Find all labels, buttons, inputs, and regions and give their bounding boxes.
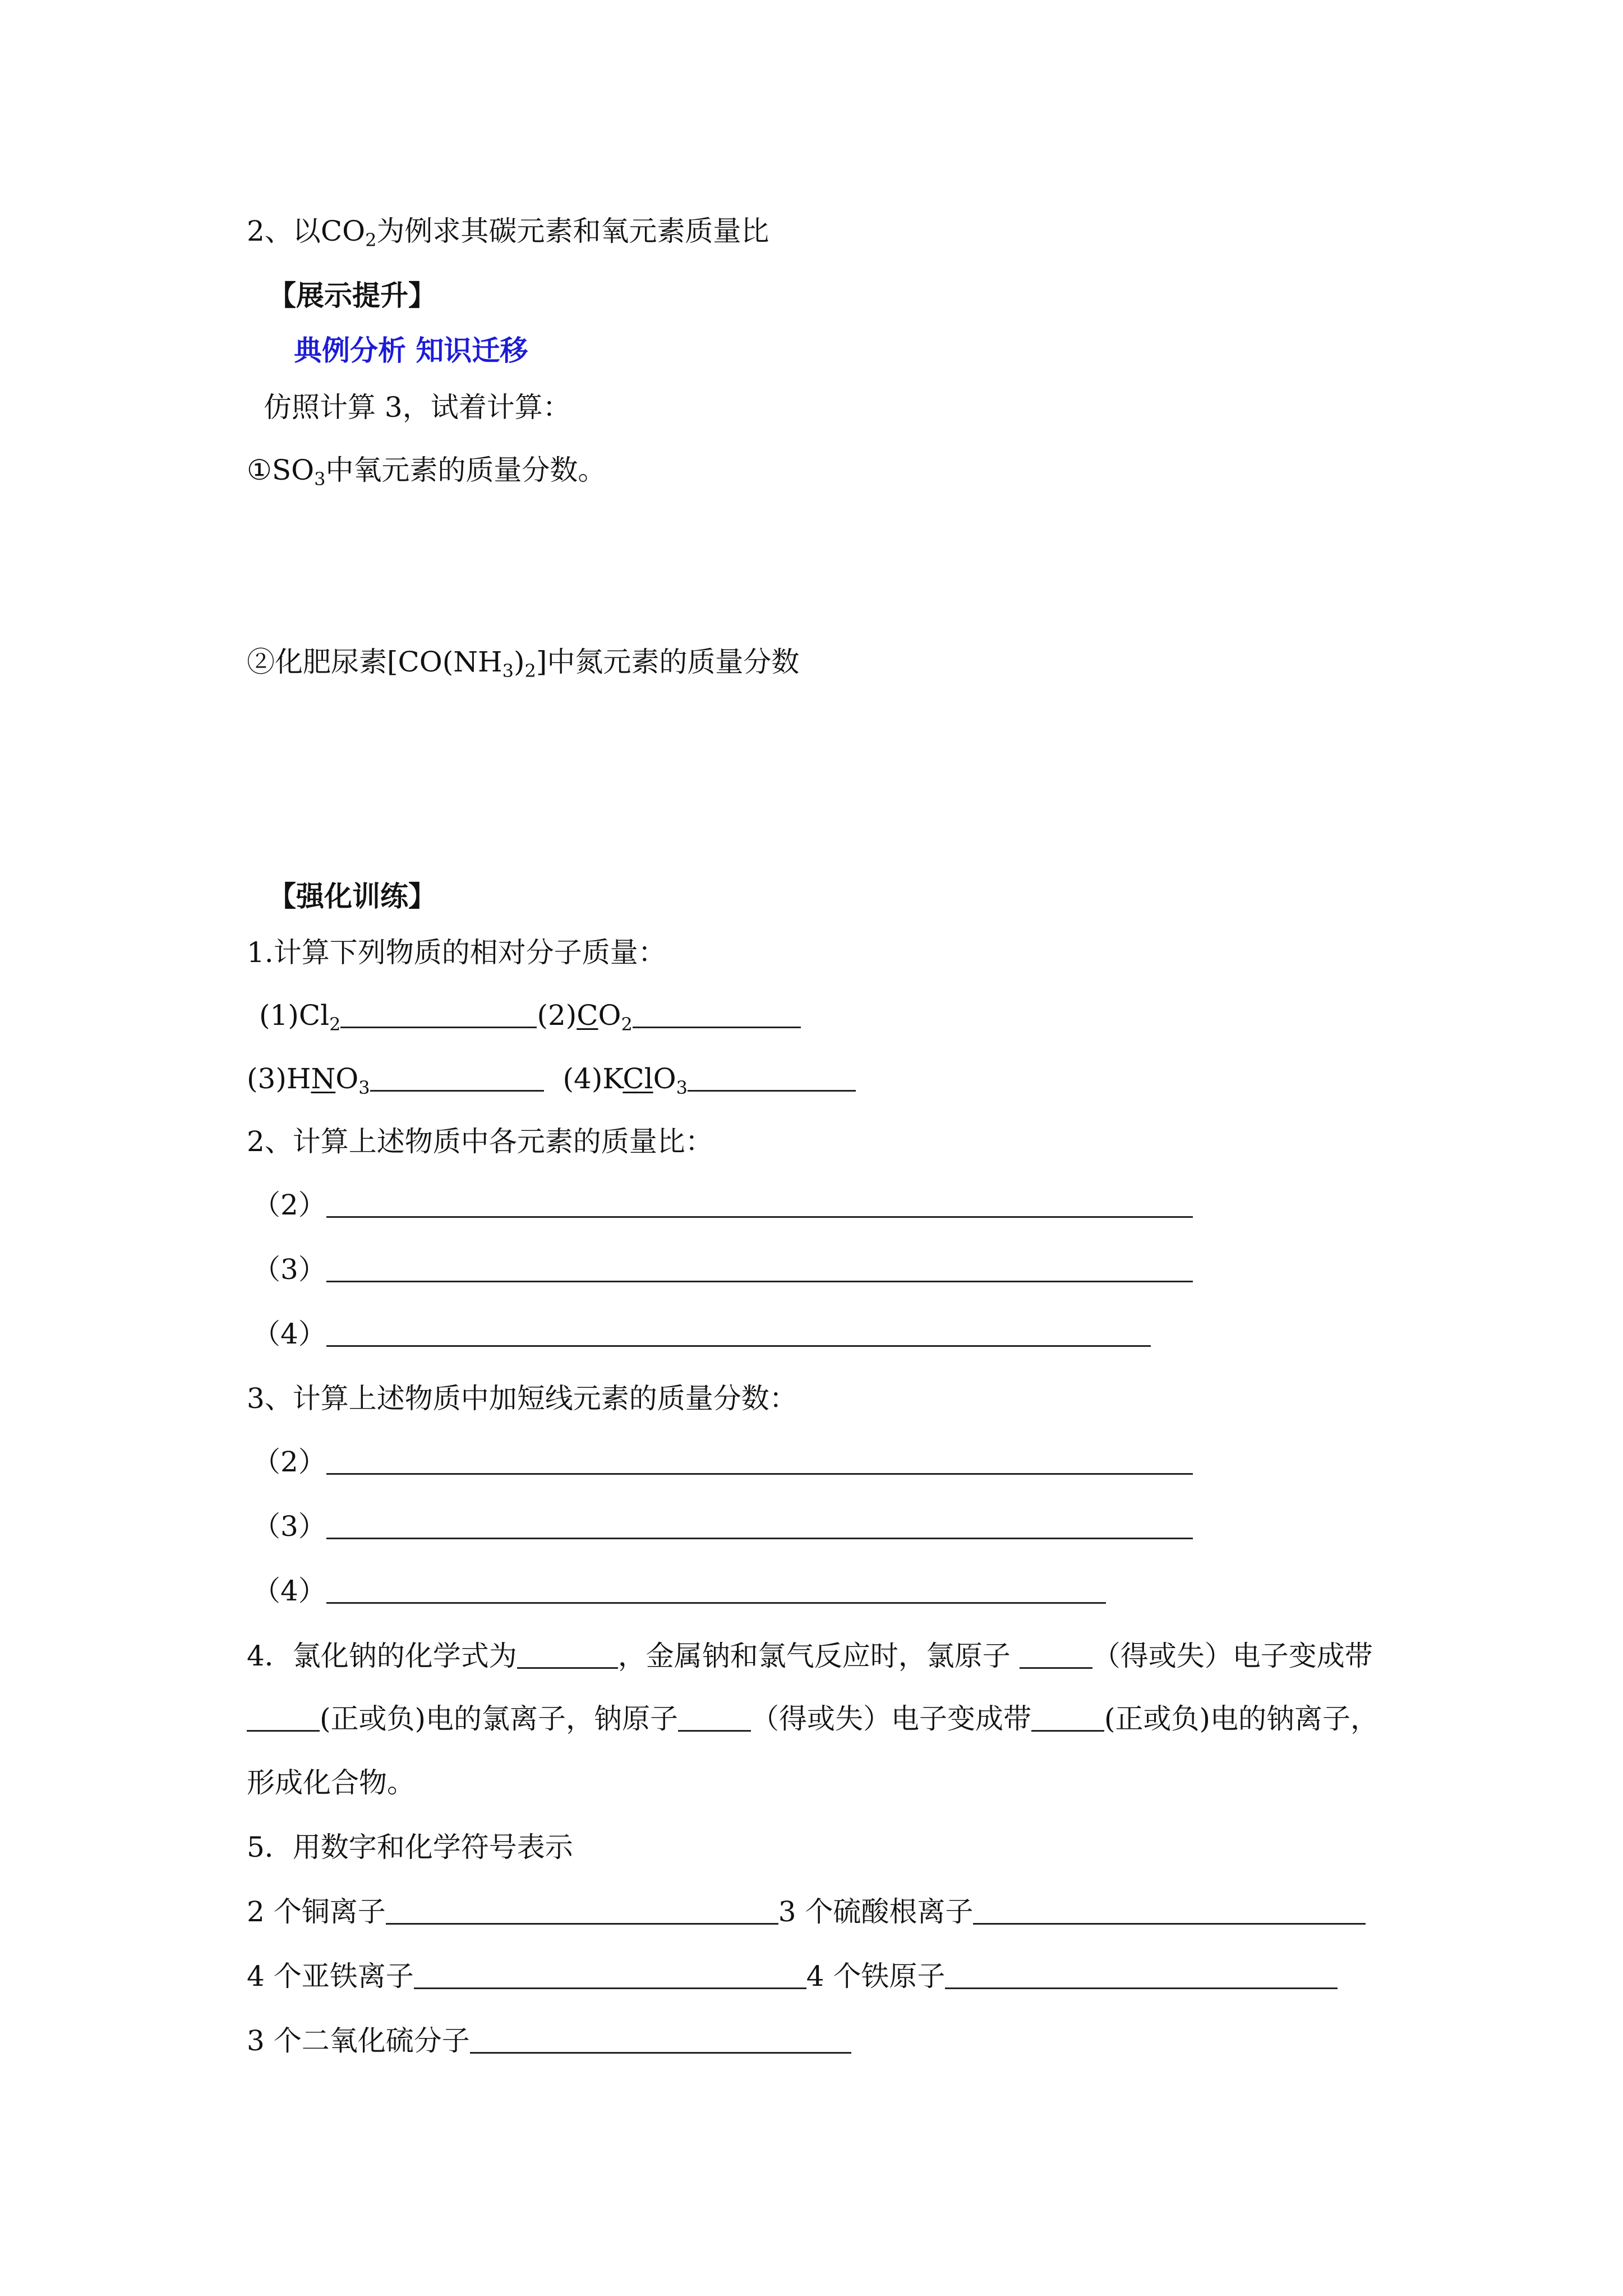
training-heading: 【强化训练】 [268,880,436,913]
showcase-item-2: ②化肥尿素$[CO(NH_3)_2]$中氮元素的质量分数 [247,646,800,682]
training-q2: 2、计算上述物质中各元素的质量比： [247,1125,713,1158]
blank-line[interactable] [517,1641,618,1669]
blank-line[interactable] [386,1897,778,1925]
blank-line[interactable] [945,1962,1338,1989]
training-q2-line-3: （3） [252,1253,1193,1286]
showcase-subheading: 典例分析 知识迁移 [294,334,528,367]
blank-line[interactable] [414,1962,806,1989]
training-q3-line-4: （4） [252,1574,1106,1608]
blank-line[interactable] [326,1255,1193,1282]
blank-line[interactable] [326,1576,1106,1604]
blank-line[interactable] [470,2026,851,2054]
training-q2-line-4: （4） [252,1317,1151,1351]
blank-line[interactable] [633,1001,801,1028]
question-2-intro: 2、以$CO_2$为例求其碳元素和氧元素质量比 [247,215,769,251]
blank-line[interactable] [688,1064,856,1092]
training-q1-row-2: $(3)HNO_3$ (4)KClO$_3$ [247,1062,856,1096]
blank-line[interactable] [326,1190,1193,1218]
blank-line[interactable] [678,1704,751,1732]
blank-line[interactable] [326,1447,1193,1475]
blank-line[interactable] [247,1704,320,1732]
showcase-heading: 【展示提升】 [268,279,436,312]
blank-line[interactable] [973,1897,1366,1925]
blank-line[interactable] [326,1512,1193,1539]
training-q4-line-3: 形成化合物。 [247,1766,415,1799]
blank-line[interactable] [1020,1641,1092,1669]
training-q5-heading: 5．用数字和化学符号表示 [247,1831,573,1864]
showcase-instruction: 仿照计算 3，试着计算： [264,391,571,424]
training-q3-line-2: （2） [252,1445,1193,1479]
training-q4-line-1: 4．氯化钠的化学式为 ，金属钠和氯气反应时，氯原子 （得或失）电子变成带 [247,1640,1373,1672]
training-q4-line-2: (正或负)电的氯离子，钠原子 （得或失）电子变成带 (正或负)电的钠离子， [247,1702,1378,1736]
training-q2-line-2: （2） [252,1188,1193,1222]
blank-line[interactable] [340,1001,537,1028]
training-q5-row-2: 4 个亚铁离子 4 个铁原子 [247,1959,1338,1993]
blank-line[interactable] [326,1319,1151,1347]
blank-line[interactable] [370,1064,544,1092]
training-q3: 3、计算上述物质中加短线元素的质量分数： [247,1382,797,1415]
training-q5-row-3: 3 个二氧化硫分子 [247,2024,851,2058]
training-q1: 1.计算下列物质的相对分子质量： [247,936,666,969]
showcase-item-1: $①SO_3$中氧元素的质量分数。 [247,454,606,490]
training-q1-row-1: $(1)Cl_2$ $(2)CO_2$ [259,999,801,1032]
training-q5-row-1: 2 个铜离子 3 个硫酸根离子 [247,1895,1366,1929]
blank-line[interactable] [1031,1704,1104,1732]
training-q3-line-3: （3） [252,1510,1193,1543]
